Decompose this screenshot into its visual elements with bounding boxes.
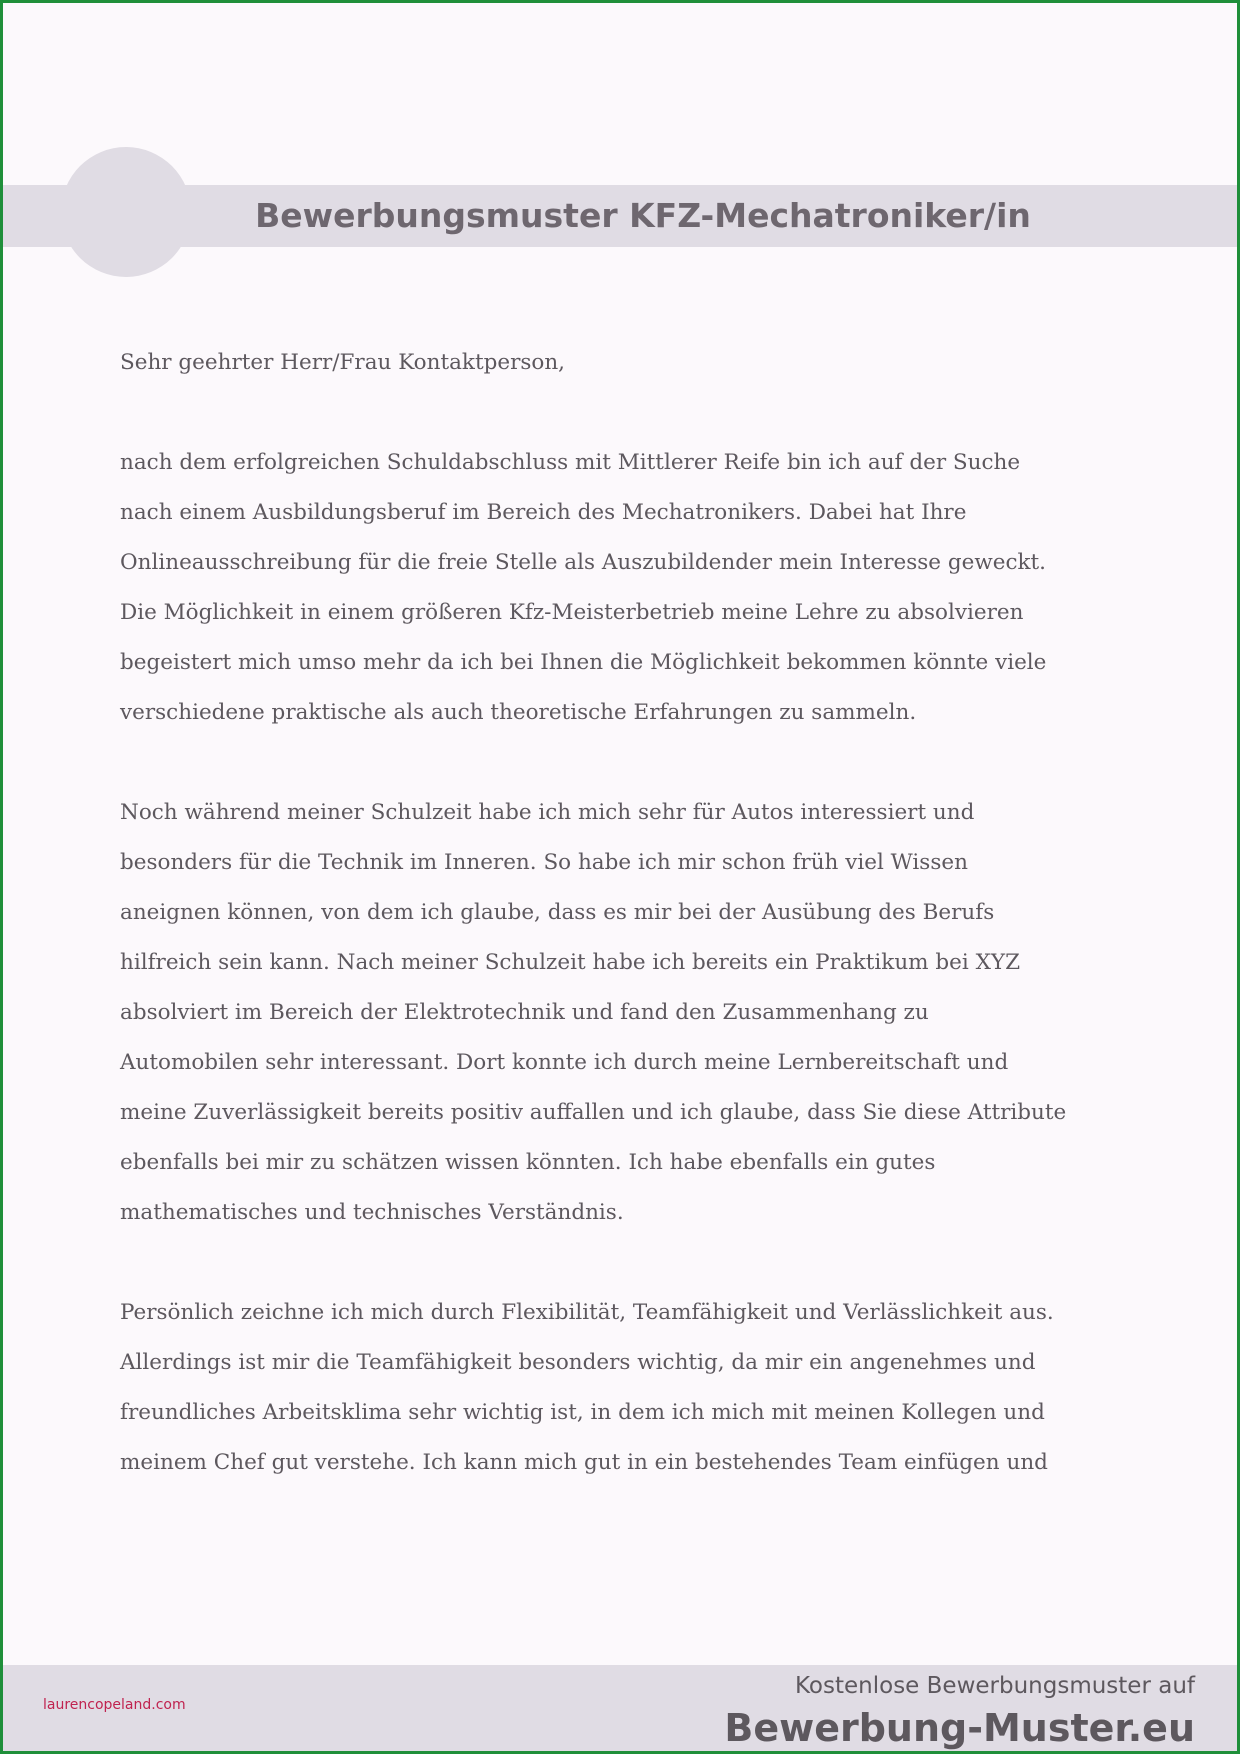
text-line: nach einem Ausbildungsberuf im Bereich des Mechatronikers. Dabei hat Ihre [120, 500, 967, 525]
text-line: aneignen können, von dem ich glaube, dass es mir bei der Ausübung des Berufs [120, 900, 995, 925]
text-line: absolviert im Bereich der Elektrotechnik und fand den Zusammenhang zu [120, 1000, 929, 1025]
paragraph-1 [120, 438, 1130, 738]
text-line: meinem Chef gut verstehe. Ich kann mich gut in ein bestehendes Team einfügen und [120, 1450, 1048, 1475]
footer-tagline: Kostenlose Bewerbungsmuster auf [795, 1673, 1195, 1699]
paragraph-gap [120, 1238, 1130, 1288]
text-line: Noch während meiner Schulzeit habe ich mich sehr für Autos interessiert und [120, 800, 975, 825]
text-line: Persönlich zeichne ich mich durch Flexibilität, Teamfähigkeit und Verlässlichkeit aus. [120, 1300, 1054, 1325]
paragraph-gap [120, 738, 1130, 788]
salutation: Sehr geehrter Herr/Frau Kontaktperson, [120, 350, 566, 375]
footer-site-name: Bewerbung-Muster.eu [724, 1706, 1195, 1750]
text-line: freundliches Arbeitsklima sehr wichtig ist, in dem ich mich mit meinen Kollegen und [120, 1400, 1045, 1425]
text-line: verschiedene praktische als auch theoretische Erfahrungen zu sammeln. [120, 700, 917, 725]
text-line: mathematisches und technisches Verständnis. [120, 1200, 624, 1225]
decorative-circle [61, 147, 191, 277]
text-line: besonders für die Technik im Inneren. So habe ich mir schon früh viel Wissen [120, 850, 968, 875]
text-line: nach dem erfolgreichen Schuldabschluss mit Mittlerer Reife bin ich auf der Suche [120, 450, 1021, 475]
text-line: Automobilen sehr interessant. Dort konnte ich durch meine Lernbereitschaft und [120, 1050, 1009, 1075]
text-line: hilfreich sein kann. Nach meiner Schulzeit habe ich bereits ein Praktikum bei XYZ [120, 950, 1021, 975]
paragraph-gap [120, 388, 1130, 438]
watermark-credit: laurencopeland.com [43, 1697, 186, 1713]
paragraph-3 [120, 1288, 1130, 1488]
paragraph-2 [120, 788, 1130, 1238]
text-line: Onlineausschreibung für die freie Stelle als Auszubildender mein Interesse geweckt. [120, 550, 1047, 575]
page-title: Bewerbungsmuster KFZ-Mechatroniker/in [255, 196, 1031, 235]
text-line: meine Zuverlässigkeit bereits positiv auffallen und ich glaube, dass Sie diese Attribute [120, 1100, 1067, 1125]
text-line: begeistert mich umso mehr da ich bei Ihnen die Möglichkeit bekommen könnte viele [120, 650, 1047, 675]
text-line: Die Möglichkeit in einem größeren Kfz-Meisterbetrieb meine Lehre zu absolvieren [120, 600, 1024, 625]
text-line: Allerdings ist mir die Teamfähigkeit besonders wichtig, da mir ein angenehmes und [120, 1350, 1036, 1375]
text-line: ebenfalls bei mir zu schätzen wissen könnten. Ich habe ebenfalls ein gutes [120, 1150, 936, 1175]
letter-body [120, 338, 1130, 1488]
